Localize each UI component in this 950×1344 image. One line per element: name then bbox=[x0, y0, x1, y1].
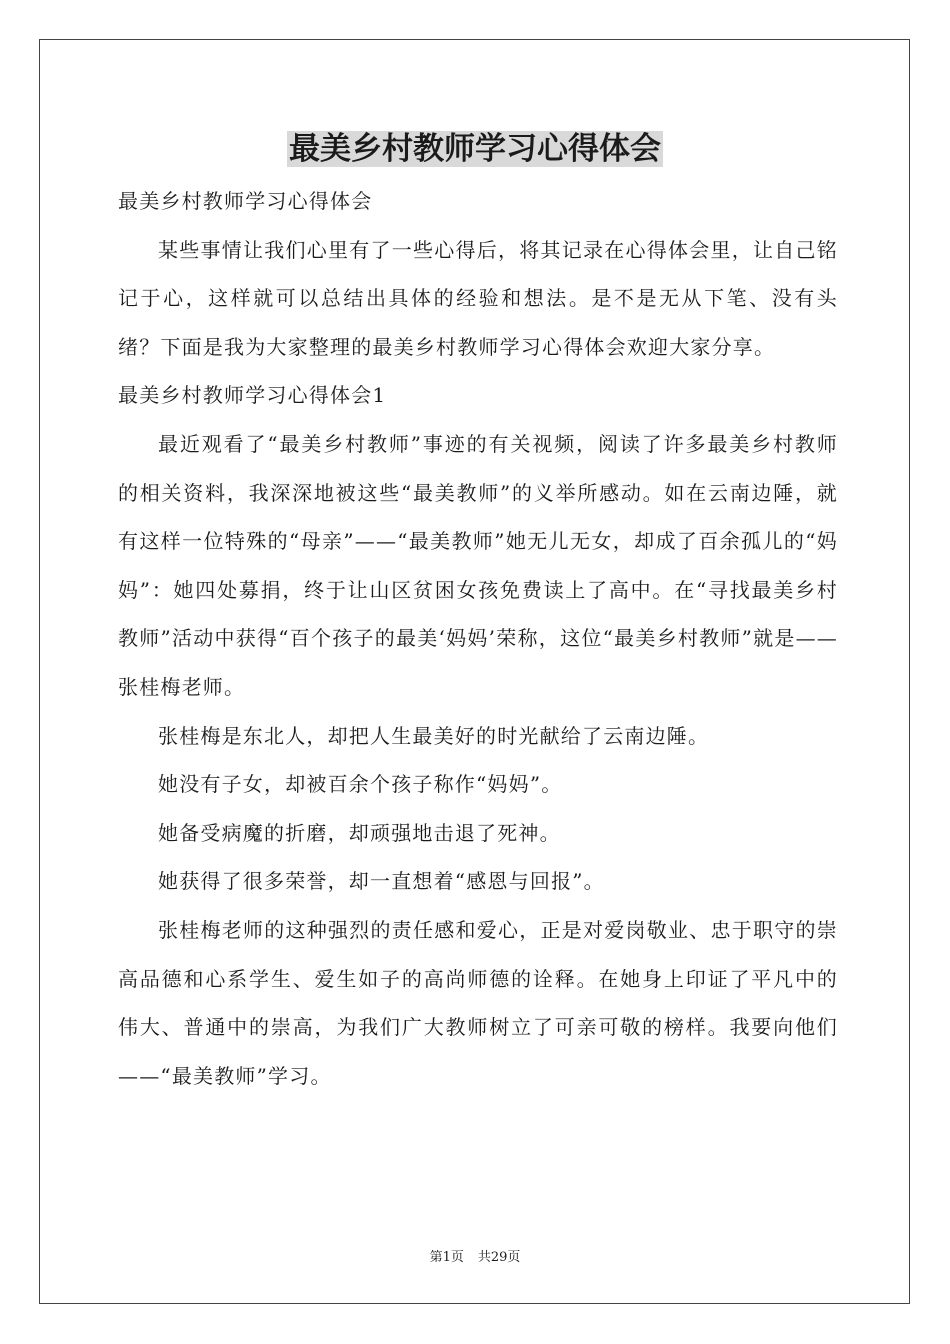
paragraph: 张桂梅是东北人，却把人生最美好的时光献给了云南边陲。 bbox=[158, 723, 710, 748]
paragraph: 最近观看了“最美乡村教师”事迹的有关视频，阅读了许多最美乡村教师的相关资料，我深深地被这些“最美教师”的义举所感动。如在云南边陲，就有这样一位特殊的“母亲”——“最美教师”她无儿无女，却成了百余孤儿的“妈妈”：她四处募捐，终于让山区贫困女孩免费读上了高中。在“寻找最美乡村教师”活动中获得“百个孩子的最美‘妈妈’荣称，这位“最美乡村教师”就是——张桂梅老师。 bbox=[118, 431, 838, 699]
page-number-current: 第1页 bbox=[429, 1250, 464, 1265]
document-title-text: 最美乡村教师学习心得体会 bbox=[289, 131, 661, 167]
paragraph: 她备受病魔的折磨，却顽强地击退了死神。 bbox=[158, 820, 561, 845]
paragraph: 最美乡村教师学习心得体会 bbox=[118, 189, 373, 213]
page-footer bbox=[0, 1246, 950, 1265]
document-body bbox=[118, 177, 838, 1100]
paragraph: 某些事情让我们心里有了一些心得后，将其记录在心得体会里，让自己铭记于心，这样就可以总结出具体的经验和想法。是不是无从下笔、没有头绪？下面是我为大家整理的最美乡村教师学习心得体会欢迎大家分享。 bbox=[118, 237, 838, 359]
page-number-total: 共29页 bbox=[477, 1250, 521, 1265]
paragraph: 她获得了很多荣誉，却一直想着“感恩与回报”。 bbox=[158, 869, 605, 894]
document-title bbox=[0, 126, 950, 172]
paragraph: 最美乡村教师学习心得体会1 bbox=[118, 383, 387, 408]
paragraph: 她没有子女，却被百余个孩子称作“妈妈”。 bbox=[158, 772, 563, 797]
paragraph: 张桂梅老师的这种强烈的责任感和爱心，正是对爱岗敬业、忠于职守的崇高品德和心系学生、爱生如子的高尚师德的诠释。在她身上印证了平凡中的伟大、普通中的崇高，为我们广大教师树立了可亲可敬的榜样。我要向他们——“最美教师”学习。 bbox=[118, 917, 838, 1088]
